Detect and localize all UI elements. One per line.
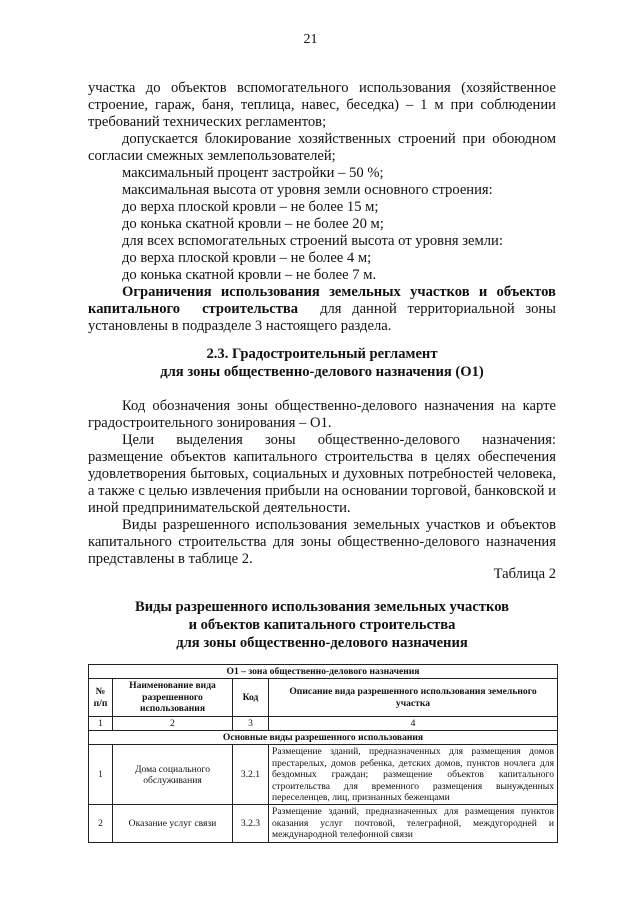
page-number: 21 (303, 32, 318, 47)
word: объектов (170, 80, 227, 96)
word: Код (122, 398, 146, 414)
col-number-cell: 2 (113, 716, 233, 730)
word: капитального (233, 449, 318, 465)
word: общественно-делового (337, 534, 480, 550)
word: использования (220, 284, 320, 300)
word: обозначения (152, 398, 231, 414)
word: территориальной (407, 301, 515, 317)
word: строительства (178, 534, 267, 550)
word: строительства (202, 301, 299, 317)
word: на (323, 483, 339, 499)
word: и (331, 466, 340, 482)
word: использования (255, 517, 348, 533)
word: для (272, 534, 295, 550)
word: участков (426, 517, 481, 533)
word: участков (410, 284, 470, 300)
text-line: максимальная высота от уровня земли основного строения: (122, 182, 493, 198)
word: целью (148, 483, 188, 499)
word: зоны (237, 398, 268, 414)
word: земельных (353, 517, 421, 533)
word: соблюдении (480, 97, 556, 113)
word: человека, (497, 466, 556, 482)
word: гараж, (154, 97, 195, 113)
row-num-cell: 1 (89, 745, 113, 805)
section-heading-line2: для зоны общественно-делового назначения (О1) (160, 364, 484, 380)
word: торговой, (411, 483, 471, 499)
word: целях (434, 449, 471, 465)
word: размещение (88, 449, 163, 465)
word: теплица, (240, 97, 295, 113)
word: общественно-делового (317, 432, 460, 448)
text-line: иной предпринимательской деятельности. (88, 500, 351, 516)
text-line: до верха плоской кровли – не более 4 м; (122, 250, 372, 266)
row-desc-cell: Размещение зданий, предназначенных для размещения домов престарелых, домов ребенка, детских домов, пунктов ночлега для бездомных граждан; размещение объектов капитального строительства для временного размещения вынужденных переселенцев, лиц, признанных беженцами (269, 745, 558, 805)
word: потребностей (407, 466, 494, 482)
word: объектов (500, 517, 556, 533)
col-number-cell: 4 (269, 716, 558, 730)
col-number-cell: 3 (233, 716, 269, 730)
word: использования (359, 80, 451, 96)
text-line: требований технических регламентов; (88, 114, 327, 130)
word: навес, (301, 97, 340, 113)
word: зоны (525, 301, 556, 317)
text-line: градостроительного зонирования – О1. (88, 415, 332, 431)
row-name-cell: Оказание услуг связи (113, 805, 233, 842)
row-desc-cell: Размещение зданий, предназначенных для размещения пунктов оказания услуг почтовой, телеграфной, междугородней и международной телефонной связи (269, 805, 558, 842)
word: беседка) (346, 97, 400, 113)
word: объектов (170, 449, 226, 465)
word: банковской (474, 483, 545, 499)
word: до (145, 80, 161, 96)
col-header-num: № п/п (89, 679, 113, 716)
text-line (88, 449, 556, 466)
word: Виды (122, 517, 157, 533)
table-title-line2: и объектов капитального строительства (188, 617, 456, 633)
row-code-cell: 3.2.1 (233, 745, 269, 805)
text-line (88, 517, 556, 534)
word: назначения (424, 398, 495, 414)
table-row (89, 745, 558, 805)
word: данной (352, 301, 397, 317)
restrictions-bold (88, 301, 298, 318)
text-line (88, 131, 556, 148)
word: капитального (88, 534, 172, 550)
word: социальных (252, 466, 328, 482)
word: зоны (265, 432, 296, 448)
text-line: до конька скатной кровли – не более 20 м; (122, 216, 384, 232)
word: разрешенного (162, 517, 250, 533)
text-line: до верха плоской кровли – не более 15 м; (122, 199, 379, 215)
word: на (501, 398, 516, 414)
word: вспомогательного (237, 80, 349, 96)
word: в (420, 449, 428, 465)
word: блокирование (204, 131, 292, 147)
col-header-code: Код (233, 679, 269, 716)
word: извлечения (191, 483, 262, 499)
text-line (88, 432, 556, 449)
permitted-use-table (88, 664, 558, 843)
col-number-cell: 1 (89, 716, 113, 730)
text-line: до конька скатной кровли – не более 7 м. (122, 267, 377, 283)
text-line (88, 483, 556, 500)
word: общественно-делового (274, 398, 418, 414)
table-title-line3: для зоны общественно-делового назначения (176, 635, 468, 651)
text-line (88, 466, 556, 483)
word: и (486, 517, 495, 533)
word: с (138, 483, 145, 499)
word: строений (397, 131, 456, 147)
table-row (89, 805, 558, 842)
word: основании (341, 483, 408, 499)
word: бытовых, (190, 466, 249, 482)
row-code-cell: 3.2.3 (233, 805, 269, 842)
word: назначения (486, 534, 556, 550)
word: а (88, 483, 95, 499)
zone-header-cell: О1 – зона общественно-делового назначения (89, 665, 558, 679)
word: при (450, 97, 474, 113)
text-line: для всех вспомогательных строений высота от уровня земли: (122, 233, 503, 249)
word: земельных (329, 284, 401, 300)
word: (хозяйственное (461, 80, 556, 96)
top-paragraphs (88, 80, 556, 335)
text-line (88, 398, 556, 415)
row-name-cell: Дома социального обслуживания (113, 745, 233, 805)
word: и (478, 284, 488, 300)
word: также (98, 483, 135, 499)
word: духовных (343, 466, 404, 482)
table-title-line1: Виды разрешенного использования земельных участков (134, 599, 510, 615)
word: Ограничения (122, 284, 212, 300)
restrictions-line (88, 301, 556, 318)
row-num-cell: 2 (89, 805, 113, 842)
word: м (434, 97, 444, 113)
word: зоны (300, 534, 332, 550)
word: хозяйственных (297, 131, 392, 147)
word: строение, (88, 97, 149, 113)
word: участка (88, 80, 136, 96)
text-line: установлены в подразделе 3 настоящего раздела. (88, 318, 392, 334)
section-heading-line1: 2.3. Градостроительный регламент (206, 346, 438, 362)
word: допускается (122, 131, 198, 147)
col-header-name: Наименование вида разрешенного использования (113, 679, 233, 716)
word: баня, (201, 97, 234, 113)
word: 1 (420, 97, 428, 113)
text-line (88, 80, 556, 97)
table-title (88, 598, 556, 652)
word: обеспечения (478, 449, 556, 465)
word: обоюдном (492, 131, 556, 147)
word: объектов (496, 284, 556, 300)
word: – (405, 97, 414, 113)
restrictions-rest (320, 301, 556, 318)
text-line: согласии смежных землепользователей; (88, 148, 336, 164)
mid-paragraphs (88, 398, 556, 568)
word: выделения (176, 432, 243, 448)
word: Цели (122, 432, 155, 448)
col-header-desc: Описание вида разрешенного использования земельного участка (269, 679, 558, 716)
word: удовлетворения (88, 466, 187, 482)
word: и (548, 483, 556, 499)
word: для (320, 301, 342, 317)
word: при (462, 131, 486, 147)
word: назначения: (482, 432, 556, 448)
word: прибыли (264, 483, 321, 499)
text-line (88, 97, 556, 114)
text-line (88, 534, 556, 551)
restrictions-line (88, 284, 556, 301)
text-line: максимальный процент застройки – 50 %; (122, 165, 384, 181)
section-row-cell: Основные виды разрешенного использования (89, 731, 558, 745)
section-heading (88, 345, 556, 381)
table-label: Таблица 2 (493, 566, 556, 582)
word: карте (522, 398, 556, 414)
text-line: представлены в таблице 2. (88, 551, 253, 567)
word: капитального (88, 301, 181, 317)
word: строительства (324, 449, 414, 465)
